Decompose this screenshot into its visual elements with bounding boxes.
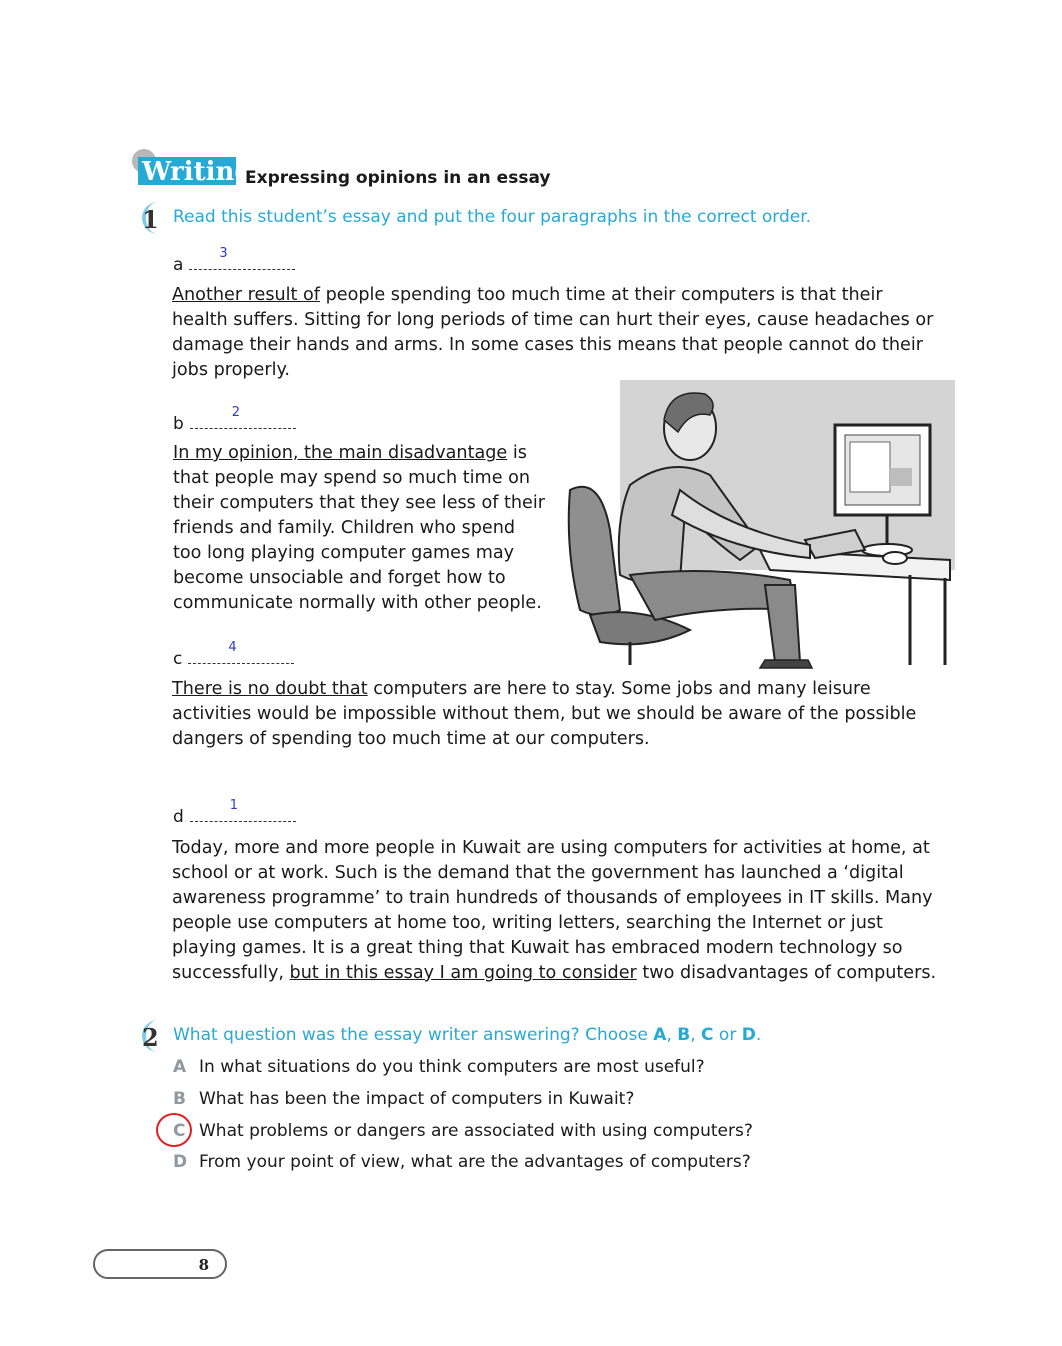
paragraph-a-answer: 3: [219, 246, 228, 261]
paragraph-b-text: is that people may spend so much time on their computers that they see less of their friends and family. Children who spend too long playing computer games may become unsociable and forget how to communicate normally with other people.: [173, 443, 545, 613]
instruction-option-b: B: [677, 1025, 691, 1045]
paragraph-a: [172, 283, 937, 383]
selected-answer-circle: [156, 1113, 192, 1147]
page-number: 8: [198, 1256, 209, 1274]
exercise-2-instruction: [173, 1025, 761, 1045]
instruction-sep-2: ,: [690, 1025, 702, 1045]
exercise-2-instruction-text: What question was the essay writer answering? Choose: [173, 1025, 654, 1045]
paragraph-a-text: people spending too much time at their computers is that their health suffers. Sitting for long periods of time can hurt their eyes, cause headaches or damage their hands and arms. In some cases this means that people cannot do their jobs properly.: [172, 285, 934, 380]
paragraph-b-label: b: [173, 414, 184, 434]
instruction-option-c: C: [701, 1025, 714, 1045]
paragraph-a-label-row: [173, 246, 295, 275]
paragraph-d-answer-blank[interactable]: [190, 798, 296, 822]
option-b-letter: B: [173, 1089, 186, 1109]
paragraph-c: [172, 677, 932, 752]
option-d-letter: D: [173, 1152, 188, 1172]
writing-section-badge: [130, 147, 253, 187]
paragraph-d-answer: 1: [229, 798, 239, 813]
option-c[interactable]: [173, 1121, 753, 1141]
instruction-option-a: A: [653, 1025, 667, 1045]
exercise-1-instruction: Read this student’s essay and put the four paragraphs in the correct order.: [173, 207, 812, 227]
option-c-letter: C: [173, 1121, 186, 1141]
exercise-1-badge: [128, 200, 164, 236]
instruction-option-d: D: [741, 1025, 756, 1045]
person-at-computer-illustration: [560, 380, 955, 668]
paragraph-a-underlined: Another result of: [172, 285, 320, 305]
instruction-or: or: [713, 1025, 742, 1045]
page-number-pill: [93, 1249, 227, 1279]
instruction-end: .: [755, 1025, 762, 1045]
paragraph-c-underlined: There is no doubt that: [172, 679, 368, 699]
paragraph-d-text: Today, more and more people in Kuwait are using computers for activities at home, at school or at work. Such is the demand that the government has launched a ‘digital awareness programme’ to train hundreds of thousands of employees in IT skills. Many people use computers at home too, writing letters, searching the Internet or just playing games. It is a great thing that Kuwait has embraced modern technology so successfully,: [172, 838, 933, 983]
paragraph-c-label: c: [173, 649, 183, 669]
paragraph-c-text: computers are here to stay. Some jobs and many leisure activities would be impossible without them, but we should be aware of the possible dangers of spending too much time at our computers.: [172, 679, 917, 749]
option-b-text: What has been the impact of computers in Kuwait?: [199, 1089, 635, 1109]
writing-badge-text: Writing: [142, 157, 253, 187]
paragraph-c-answer: 4: [228, 640, 237, 655]
exercise-2-number: 2: [142, 1023, 159, 1052]
option-d-text: From your point of view, what are the advantages of computers?: [199, 1152, 751, 1172]
paragraph-c-answer-blank[interactable]: [188, 640, 294, 664]
option-a[interactable]: [173, 1057, 705, 1077]
paragraph-b-answer: 2: [231, 405, 241, 420]
option-a-letter: A: [173, 1057, 187, 1077]
exercise-2-badge: [128, 1018, 164, 1054]
option-d[interactable]: [173, 1152, 751, 1172]
section-title: Expressing opinions in an essay: [245, 168, 551, 188]
paragraph-b-label-row: [173, 405, 296, 434]
paragraph-b-answer-blank[interactable]: [190, 405, 296, 429]
exercise-1-number: 1: [142, 205, 159, 234]
instruction-sep-1: ,: [666, 1025, 678, 1045]
paragraph-a-label: a: [173, 255, 184, 275]
paragraph-b-underlined: In my opinion, the main disadvantage: [173, 443, 508, 463]
paragraph-c-label-row: [173, 640, 294, 669]
option-a-text: In what situations do you think computers are most useful?: [199, 1057, 705, 1077]
paragraph-d-underlined: but in this essay I am going to consider: [289, 963, 637, 983]
option-b[interactable]: [173, 1089, 634, 1109]
paragraph-d: [172, 836, 942, 986]
paragraph-b: [173, 441, 545, 616]
paragraph-d-label-row: [173, 798, 296, 827]
option-c-text: What problems or dangers are associated with using computers?: [199, 1121, 753, 1141]
paragraph-a-answer-blank[interactable]: [189, 246, 295, 270]
paragraph-d-label: d: [173, 807, 184, 827]
paragraph-d-text-end: two disadvantages of computers.: [636, 963, 937, 983]
